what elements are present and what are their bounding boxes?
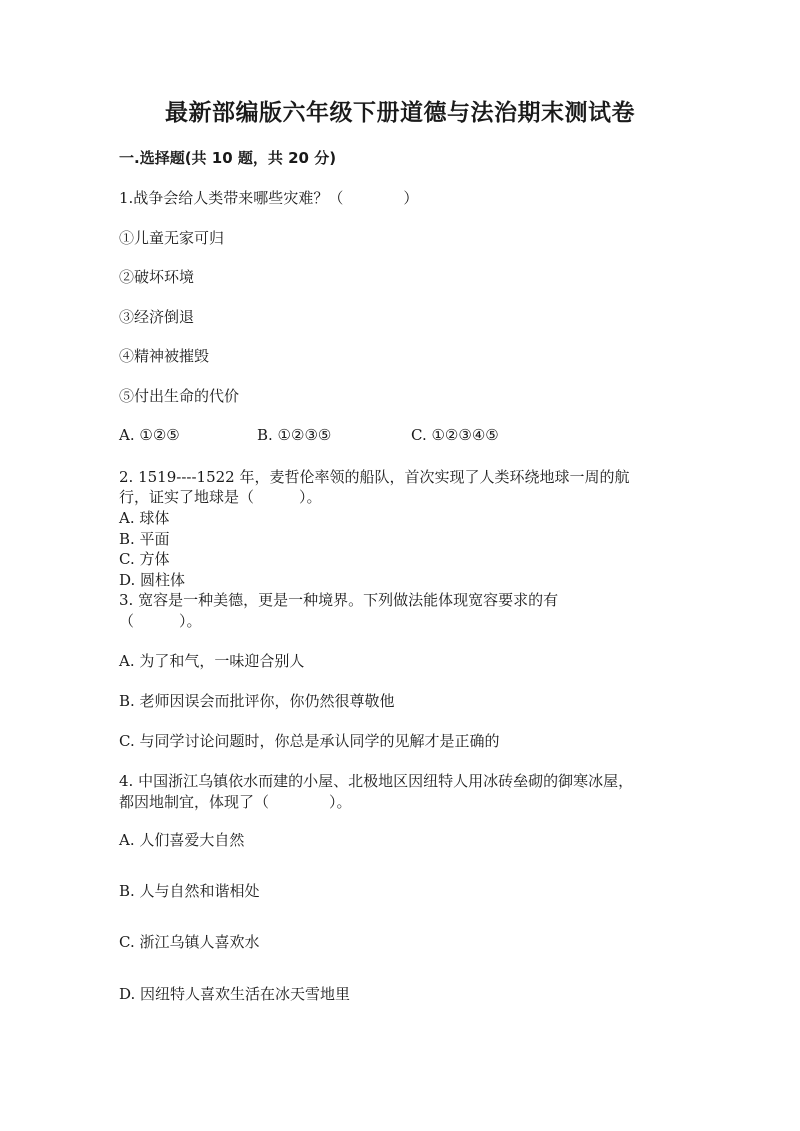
list-item: ⑤付出生命的代价: [119, 387, 240, 405]
question-stem-continued: 都因地制宜，体现了（ ）。: [119, 793, 352, 811]
option-a: A. 人们喜爱大自然: [119, 831, 245, 849]
page-title: 最新部编版六年级下册道德与法治期末测试卷: [165, 100, 635, 126]
question-stem: 3. 宽容是一种美德，更是一种境界。下列做法能体现宽容要求的有: [119, 591, 559, 609]
option-c: C. ①②③④⑤: [411, 426, 499, 444]
option-c: C. 浙江乌镇人喜欢水: [119, 933, 260, 951]
option-d: D. 圆柱体: [119, 571, 186, 589]
option-b: B. 人与自然和谐相处: [119, 882, 260, 900]
question-stem: 1.战争会给人类带来哪些灾难？（ ）: [119, 189, 419, 207]
list-item: ①儿童无家可归: [119, 229, 225, 247]
list-item: ②破坏环境: [119, 268, 195, 286]
question-stem-continued: 行，证实了地球是（ ）。: [119, 488, 322, 506]
section-heading: 一.选择题(共 10 题，共 20 分): [119, 149, 337, 167]
option-b: B. 老师因误会而批评你，你仍然很尊敬他: [119, 692, 395, 710]
option-a: A. ①②⑤: [119, 426, 180, 444]
option-b: B. 平面: [119, 530, 170, 548]
question-stem: 4. 中国浙江乌镇依水而建的小屋、北极地区因纽特人用冰砖垒砌的御寒冰屋，: [119, 772, 634, 790]
option-d: D. 因纽特人喜欢生活在冰天雪地里: [119, 985, 351, 1003]
list-item: ④精神被摧毁: [119, 347, 210, 365]
option-a: A. 球体: [119, 509, 170, 527]
question-stem-continued: （ ）。: [119, 612, 202, 630]
option-a: A. 为了和气，一味迎合别人: [119, 652, 305, 670]
list-item: ③经济倒退: [119, 308, 195, 326]
option-c: C. 与同学讨论问题时，你总是承认同学的见解才是正确的: [119, 732, 500, 750]
option-b: B. ①②③⑤: [257, 426, 332, 444]
question-stem: 2. 1519----1522 年，麦哲伦率领的船队，首次实现了人类环绕地球一周的航: [119, 468, 630, 486]
option-c: C. 方体: [119, 550, 170, 568]
